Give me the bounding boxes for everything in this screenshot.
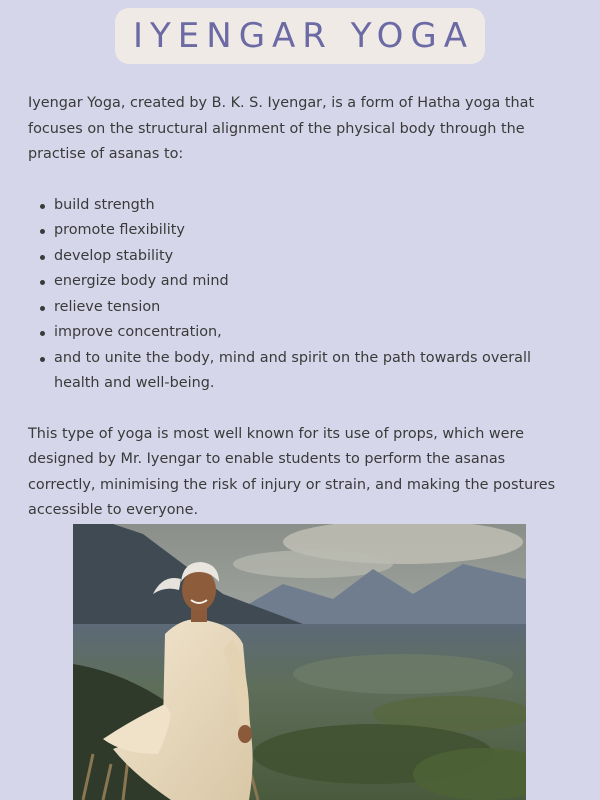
list-item: build strength xyxy=(54,193,576,219)
list-item: improve concentration, xyxy=(54,320,576,346)
list-item: energize body and mind xyxy=(54,269,576,295)
benefits-list xyxy=(28,193,576,397)
page-title: IYENGAR YOGA xyxy=(132,16,475,56)
list-item: relieve tension xyxy=(54,295,576,321)
props-paragraph: This type of yoga is most well known for its use of props, which were designed by Mr. Iyengar to enable students to perform the asanas correctly, minimising the risk of injury or strain, and making the postures accessible to everyone. xyxy=(28,425,556,518)
article-body xyxy=(28,91,576,524)
person-hand xyxy=(238,725,252,743)
list-item: and to unite the body, mind and spirit on the path towards overall health and well-being. xyxy=(54,346,576,397)
yoga-master-photo xyxy=(73,524,526,800)
list-item: promote flexibility xyxy=(54,218,576,244)
list-item: develop stability xyxy=(54,244,576,270)
valley-patch xyxy=(293,654,513,694)
landscape-photo-illustration xyxy=(73,524,526,800)
title-banner xyxy=(115,8,485,64)
intro-paragraph: Iyengar Yoga, created by B. K. S. Iyengar, is a form of Hatha yoga that focuses on the structural alignment of the physical body through the practise of asanas to: xyxy=(28,95,535,162)
